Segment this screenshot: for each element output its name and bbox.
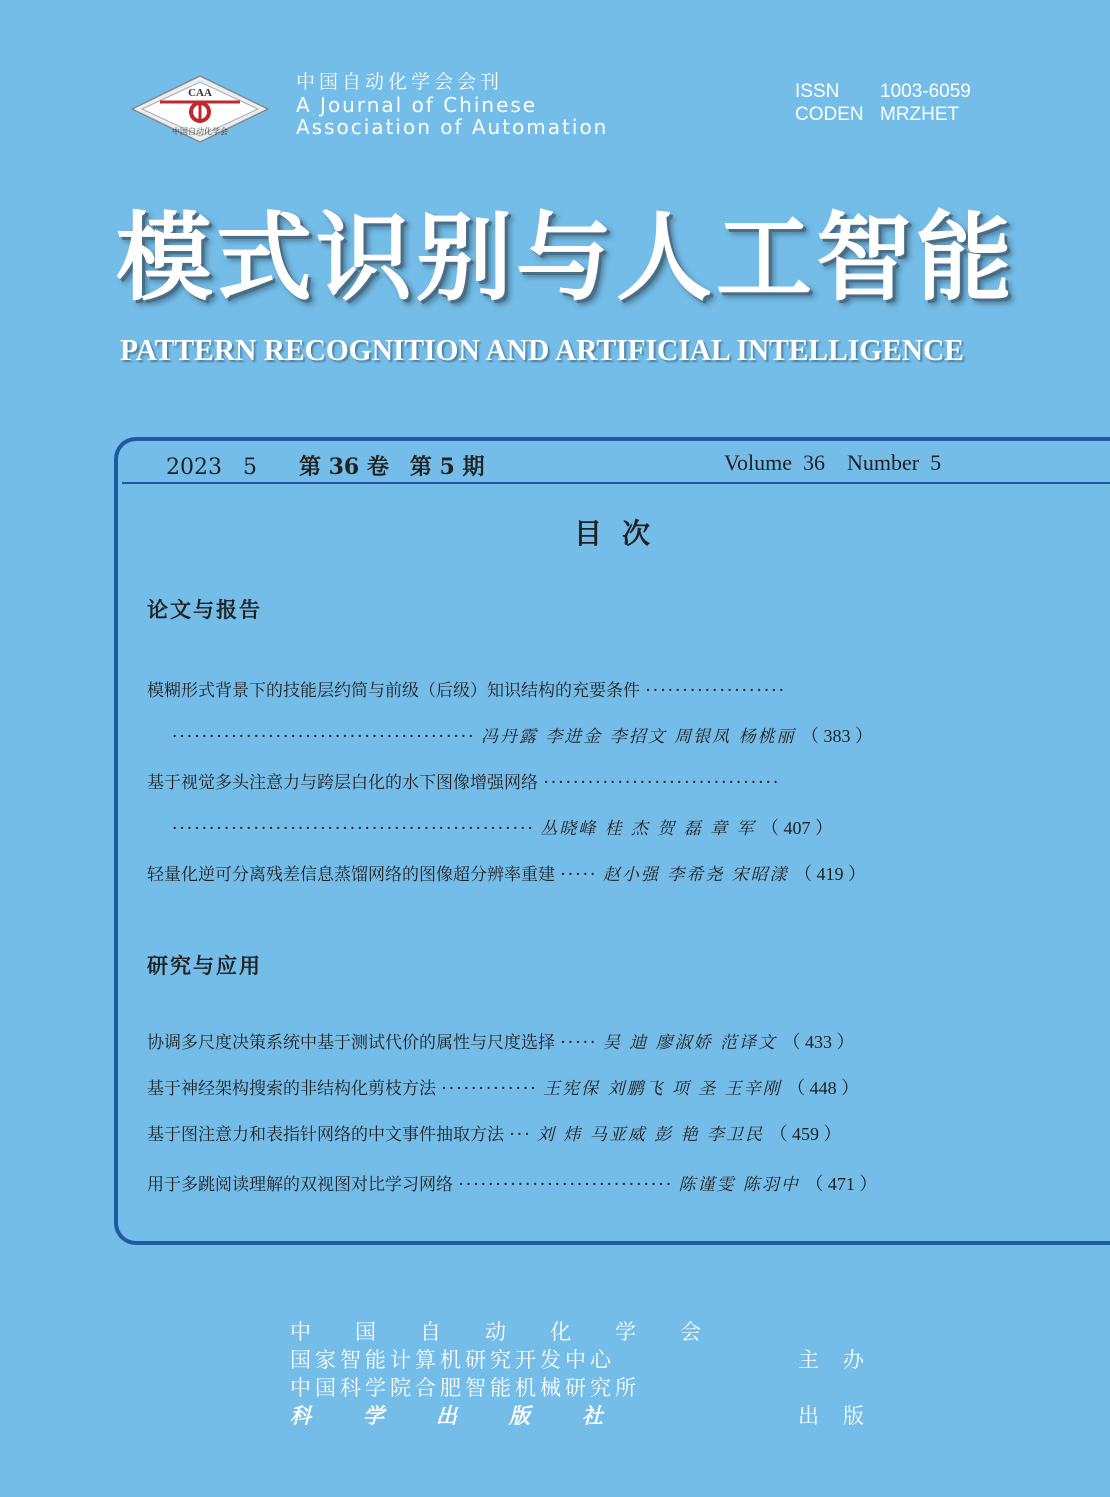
section-title-papers: 论文与报告	[147, 598, 262, 622]
toc-entry[interactable]	[147, 860, 866, 886]
footer-org-cas: 中国科学院合肥智能机械研究所	[290, 1376, 640, 1400]
entry-page: （ 419 ）	[794, 864, 867, 884]
org-cn: 中国自动化学会会刊	[296, 71, 504, 93]
entry-title: 用于多跳阅读理解的双视图对比学习网络	[147, 1175, 453, 1195]
entry-authors: 王宪保 刘鹏飞 项 圣 王辛刚	[543, 1079, 782, 1099]
toc-entry[interactable]	[147, 768, 780, 793]
toc-entry[interactable]	[147, 1170, 877, 1196]
footer-publisher: 科学出版社	[290, 1403, 655, 1428]
issn-block	[795, 80, 971, 126]
entry-title: 协调多尺度决策系统中基于测试代价的属性与尺度选择	[147, 1033, 555, 1053]
leader-dots: ·····························	[458, 1175, 674, 1195]
entry-title: 模糊形式背景下的技能层约简与前级（后级）知识结构的充要条件	[147, 681, 640, 701]
issue-year: 2023	[166, 455, 222, 480]
issue-info-en	[724, 450, 941, 476]
entry-authors: 丛晓峰 桂 杰 贺 磊 章 军	[540, 819, 756, 839]
entry-title: 基于视觉多头注意力与跨层白化的水下图像增强网络	[147, 773, 538, 793]
entry-page: （ 448 ）	[787, 1078, 860, 1098]
footer-block	[290, 1316, 888, 1428]
entry-title: 基于神经架构搜索的非结构化剪枝方法	[147, 1079, 436, 1099]
section-title-applications: 研究与应用	[147, 954, 262, 978]
entry-authors: 陈谨雯 陈羽中	[678, 1175, 800, 1195]
footer-role-sponsor: 主办	[798, 1348, 888, 1372]
entry-page: （ 383 ）	[801, 726, 873, 746]
footer-org-caa: 中国自动化学会	[290, 1320, 745, 1344]
leader-dots: ·········································	[172, 727, 476, 747]
entry-page: （ 471 ）	[805, 1174, 878, 1194]
footer-org-nrc: 国家智能计算机研究开发中心	[290, 1348, 615, 1372]
leader-dots: ································	[543, 773, 781, 793]
issue-number-cn: 第 5 期	[409, 454, 485, 480]
issn-value: 1003-6059	[880, 81, 971, 102]
journal-title-en: PATTERN RECOGNITION AND ARTIFICIAL INTELLIGENCE	[120, 332, 964, 367]
toc-entry-authors	[172, 814, 833, 840]
issue-divider	[122, 482, 1110, 484]
issue-number-en: Number 5	[847, 450, 942, 475]
leader-dots: ·················································	[172, 819, 535, 839]
entry-authors: 吴 迪 廖淑娇 范译文	[602, 1033, 778, 1053]
org-en-line2: Association of Automation	[296, 115, 609, 139]
journal-title-cn: 模式识别与人工智能	[116, 202, 1016, 314]
entry-authors: 赵小强 李希尧 宋昭漾	[602, 865, 789, 885]
toc-entry[interactable]	[147, 1120, 841, 1146]
org-en-line1: A Journal of Chinese	[296, 93, 538, 117]
issue-info-cn	[166, 450, 485, 481]
toc-heading: 目次	[574, 517, 671, 550]
issn-label: ISSN	[795, 81, 840, 102]
logo-ring-text: 中国自动化学会	[172, 127, 228, 136]
entry-title: 轻量化逆可分离残差信息蒸馏网络的图像超分辨率重建	[147, 865, 555, 885]
caa-logo	[130, 74, 270, 144]
entry-page: （ 407 ）	[761, 818, 834, 838]
toc-entry[interactable]	[147, 1074, 859, 1100]
toc-entry[interactable]	[147, 1028, 854, 1054]
entry-authors: 冯丹露 李进金 李招文 周银凤 杨桃丽	[480, 727, 796, 747]
coden-label: CODEN	[795, 104, 864, 125]
coden-value: MRZHET	[880, 104, 960, 125]
toc-entry-authors	[172, 722, 873, 748]
issue-volume-en: Volume 36	[724, 450, 826, 475]
leader-dots: ···················	[645, 681, 787, 701]
leader-dots: ·····	[560, 865, 598, 885]
entry-title: 基于图注意力和表指针网络的中文事件抽取方法	[147, 1125, 504, 1145]
leader-dots: ·············	[441, 1079, 538, 1099]
logo-caa-text: CAA	[188, 87, 212, 99]
leader-dots: ···	[509, 1125, 532, 1145]
leader-dots: ·····	[560, 1033, 598, 1053]
footer-role-publish: 出版	[798, 1404, 888, 1428]
org-block	[296, 70, 608, 138]
issue-volume-cn: 第 36 卷	[298, 454, 389, 480]
issue-month: 5	[242, 455, 257, 480]
entry-page: （ 459 ）	[769, 1124, 842, 1144]
entry-authors: 刘 炜 马亚威 彭 艳 李卫民	[537, 1125, 765, 1145]
entry-page: （ 433 ）	[782, 1032, 855, 1052]
toc-entry[interactable]	[147, 676, 786, 701]
